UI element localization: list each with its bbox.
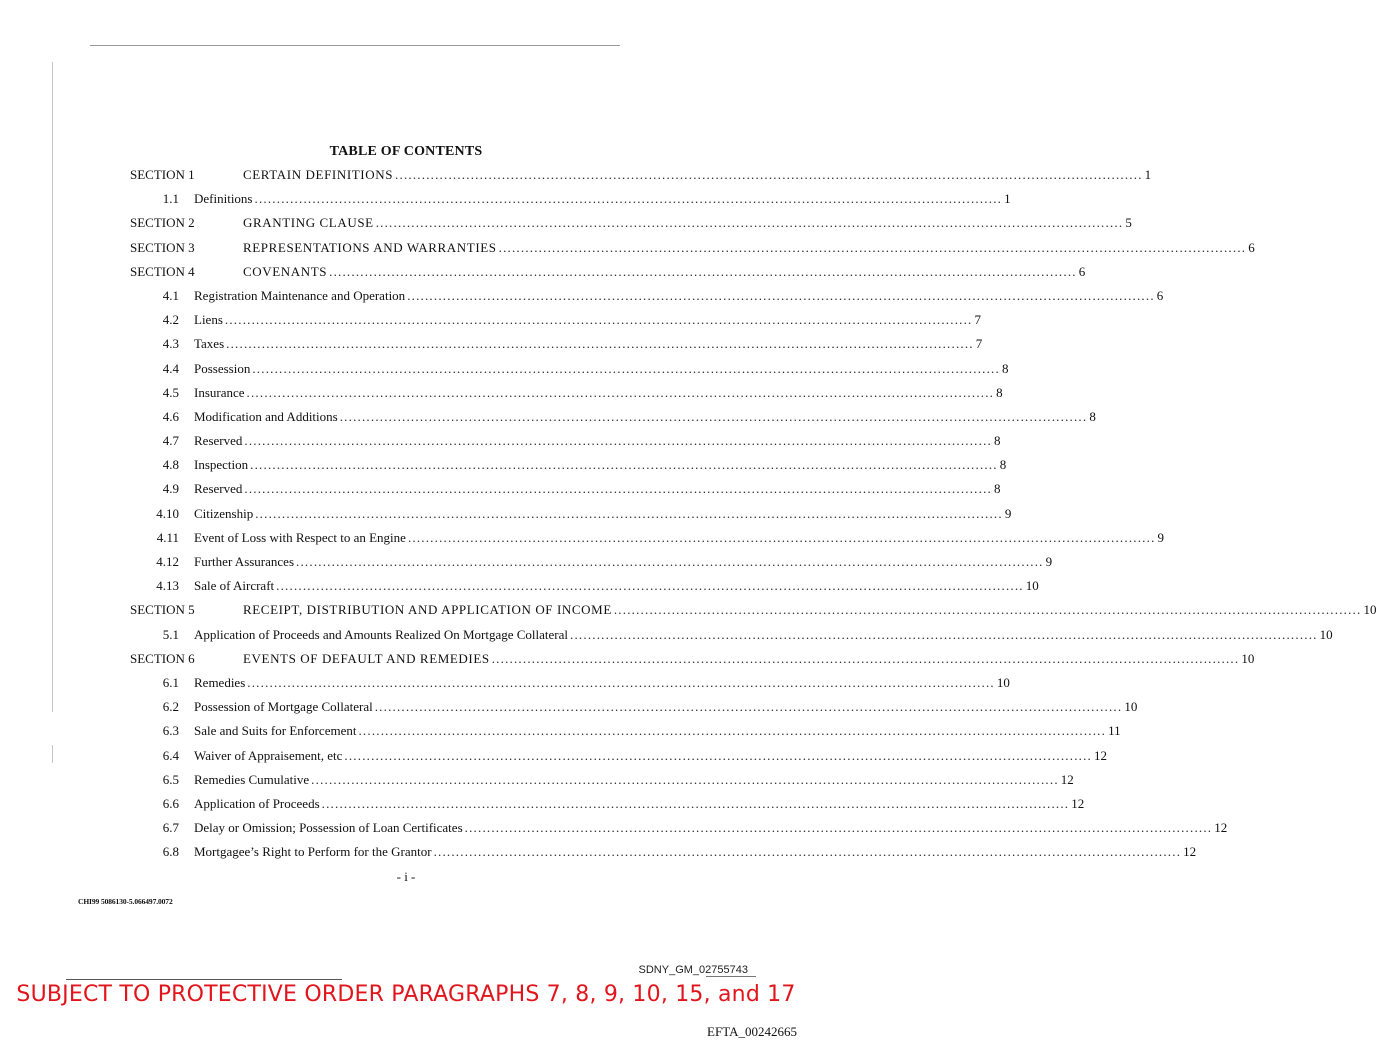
toc-row[interactable] bbox=[0, 357, 1009, 381]
toc-number: SECTION 6 bbox=[130, 650, 195, 666]
toc-number: 4.8 bbox=[162, 457, 179, 473]
toc-page: 8 bbox=[993, 481, 1001, 497]
toc-title: CERTAIN DEFINITIONS bbox=[243, 167, 394, 182]
toc-row[interactable] bbox=[0, 816, 1228, 840]
toc-page: 12 bbox=[1060, 771, 1074, 787]
toc-leader: ........................................................................................................................................................................ bbox=[246, 384, 995, 400]
toc-page: 10 bbox=[1025, 578, 1039, 594]
toc-leader: ........................................................................................................................................................................ bbox=[344, 747, 1093, 763]
top-scan-rule bbox=[90, 45, 620, 46]
toc-row[interactable] bbox=[0, 308, 981, 332]
toc-leader: ........................................................................................................................................................................ bbox=[491, 650, 1240, 666]
toc-list bbox=[0, 163, 1376, 864]
toc-title: COVENANTS bbox=[243, 263, 328, 279]
toc-row[interactable] bbox=[0, 792, 1085, 816]
toc-row[interactable] bbox=[0, 719, 1121, 743]
toc-title: Mortgagee’s Right to Perform for the Grantor bbox=[194, 844, 432, 860]
toc-number: 6.4 bbox=[162, 747, 179, 763]
toc-page: 1 bbox=[1144, 167, 1152, 182]
toc-leader: ........................................................................................................................................................................ bbox=[276, 578, 1024, 594]
toc-page: 10 bbox=[1319, 626, 1333, 642]
toc-number: SECTION 2 bbox=[130, 215, 195, 231]
toc-leader: ........................................................................................................................................................................ bbox=[296, 554, 1044, 569]
toc-leader: ........................................................................................................................................................................ bbox=[375, 215, 1124, 231]
toc-entry bbox=[194, 695, 1138, 719]
toc-entry bbox=[194, 816, 1228, 840]
toc-title: Delay or Omission; Possession of Loan Certificates bbox=[194, 820, 463, 836]
toc-row[interactable] bbox=[0, 502, 1012, 526]
toc-leader: ........................................................................................................................................................................ bbox=[329, 263, 1077, 279]
toc-page: 7 bbox=[975, 336, 983, 352]
toc-entry bbox=[243, 598, 1376, 622]
toc-entry bbox=[194, 744, 1108, 768]
toc-entry bbox=[194, 792, 1085, 816]
toc-title: Registration Maintenance and Operation bbox=[194, 287, 406, 303]
toc-row[interactable] bbox=[0, 477, 1001, 501]
toc-page: 5 bbox=[1125, 215, 1132, 231]
toc-leader: ........................................................................................................................................................................ bbox=[252, 360, 1000, 376]
toc-row[interactable] bbox=[0, 768, 1074, 792]
toc-number: 6.8 bbox=[162, 844, 179, 860]
toc-row[interactable] bbox=[0, 429, 1001, 453]
toc-leader: ........................................................................................................................................................................ bbox=[244, 481, 992, 497]
toc-page: 11 bbox=[1108, 723, 1121, 739]
toc-entry bbox=[194, 574, 1039, 598]
toc-leader: ........................................................................................................................................................................ bbox=[254, 191, 1003, 207]
toc-title: Possession bbox=[194, 360, 251, 376]
toc-page: 12 bbox=[1071, 795, 1085, 811]
toc-leader: ........................................................................................................................................................................ bbox=[407, 529, 1156, 545]
toc-number: 6.6 bbox=[162, 795, 179, 811]
toc-entry bbox=[194, 332, 983, 356]
toc-leader: ........................................................................................................................................................................ bbox=[374, 699, 1123, 715]
toc-row[interactable] bbox=[0, 695, 1138, 719]
toc-number: 4.6 bbox=[162, 408, 179, 424]
toc-title: Remedies bbox=[194, 674, 246, 690]
toc-row[interactable] bbox=[0, 284, 1164, 308]
toc-number: 6.2 bbox=[162, 699, 179, 715]
toc-page: 9 bbox=[1004, 505, 1012, 521]
toc-number: 6.5 bbox=[162, 771, 179, 787]
toc-title: Liens bbox=[194, 312, 223, 328]
toc-title: Event of Loss with Respect to an Engine bbox=[194, 529, 406, 545]
toc-page: 12 bbox=[1183, 844, 1197, 860]
toc-number: SECTION 3 bbox=[130, 239, 195, 255]
toc-row[interactable] bbox=[0, 647, 1255, 671]
toc-page: 8 bbox=[999, 457, 1007, 473]
toc-entry bbox=[194, 526, 1165, 550]
toc-title: EVENTS OF DEFAULT AND REMEDIES bbox=[243, 650, 490, 666]
toc-number: 1.1 bbox=[162, 191, 179, 207]
toc-number: 4.11 bbox=[156, 529, 179, 545]
toc-page: 10 bbox=[1363, 602, 1376, 618]
toc-entry bbox=[194, 768, 1074, 792]
toc-title: REPRESENTATIONS AND WARRANTIES bbox=[243, 239, 497, 255]
toc-row[interactable] bbox=[0, 598, 1376, 622]
page-title: TABLE OF CONTENTS bbox=[329, 144, 483, 159]
toc-row[interactable] bbox=[0, 187, 1011, 211]
toc-leader: ........................................................................................................................................................................ bbox=[247, 674, 995, 690]
toc-row[interactable] bbox=[0, 405, 1096, 429]
toc-page: 8 bbox=[1089, 408, 1096, 424]
toc-page: 8 bbox=[996, 384, 1003, 400]
toc-title: Application of Proceeds bbox=[194, 795, 320, 811]
toc-number: 6.3 bbox=[162, 723, 179, 739]
page-number: - i - bbox=[396, 869, 416, 884]
toc-number: 4.9 bbox=[162, 481, 179, 497]
toc-row[interactable] bbox=[0, 163, 1152, 187]
toc-title: RECEIPT, DISTRIBUTION AND APPLICATION OF INCOME bbox=[243, 602, 612, 618]
toc-leader: ........................................................................................................................................................................ bbox=[570, 626, 1318, 642]
toc-row[interactable] bbox=[0, 211, 1132, 235]
toc-page: 8 bbox=[993, 433, 1001, 449]
toc-page: 10 bbox=[1124, 699, 1138, 715]
toc-row[interactable] bbox=[0, 526, 1165, 550]
toc-entry bbox=[243, 647, 1255, 671]
toc-page: 6 bbox=[1156, 287, 1164, 303]
toc-leader: ........................................................................................................................................................................ bbox=[339, 408, 1088, 424]
toc-title: Waiver of Appraisement, etc bbox=[194, 747, 343, 763]
toc-entry bbox=[194, 477, 1001, 501]
toc-row[interactable] bbox=[0, 381, 1003, 405]
toc-entry bbox=[194, 284, 1164, 308]
toc-leader: ........................................................................................................................................................................ bbox=[395, 167, 1143, 182]
footer-rule-left bbox=[66, 979, 342, 980]
toc-number: 5.1 bbox=[162, 626, 179, 642]
toc-title: Application of Proceeds and Amounts Realized On Mortgage Collateral bbox=[194, 626, 569, 642]
toc-entry bbox=[194, 840, 1197, 864]
toc-number: SECTION 1 bbox=[130, 167, 195, 182]
toc-entry bbox=[243, 163, 1152, 187]
toc-number: 6.7 bbox=[162, 820, 179, 836]
footer-rule-right bbox=[706, 976, 756, 977]
toc-row[interactable] bbox=[0, 236, 1255, 260]
toc-page: 8 bbox=[1001, 360, 1009, 376]
toc-number: 4.1 bbox=[162, 287, 179, 303]
toc-leader: ........................................................................................................................................................................ bbox=[321, 795, 1070, 811]
toc-number: 4.12 bbox=[156, 554, 179, 569]
toc-page: 10 bbox=[996, 674, 1010, 690]
toc-title: Modification and Additions bbox=[194, 408, 338, 424]
toc-row[interactable] bbox=[0, 550, 1053, 574]
toc-leader: ........................................................................................................................................................................ bbox=[250, 457, 998, 473]
toc-row[interactable] bbox=[0, 260, 1086, 284]
toc-entry bbox=[194, 187, 1011, 211]
toc-page: 10 bbox=[1241, 650, 1255, 666]
toc-number: 4.5 bbox=[162, 384, 179, 400]
toc-entry bbox=[194, 308, 981, 332]
toc-leader: ........................................................................................................................................................................ bbox=[464, 820, 1213, 836]
toc-title: Sale and Suits for Enforcement bbox=[194, 723, 357, 739]
toc-leader: ........................................................................................................................................................................ bbox=[613, 602, 1362, 618]
toc-entry bbox=[194, 381, 1003, 405]
toc-leader: ........................................................................................................................................................................ bbox=[224, 312, 973, 328]
toc-leader: ........................................................................................................................................................................ bbox=[498, 239, 1247, 255]
toc-entry bbox=[243, 260, 1086, 284]
toc-number: 4.2 bbox=[162, 312, 179, 328]
bates-number: SDNY_GM_02755743 bbox=[638, 964, 748, 976]
toc-page: 6 bbox=[1248, 239, 1255, 255]
toc-title: Reserved bbox=[194, 481, 243, 497]
toc-title: Remedies Cumulative bbox=[194, 771, 310, 787]
toc-number: 4.7 bbox=[162, 433, 179, 449]
toc-entry bbox=[194, 719, 1121, 743]
toc-row[interactable] bbox=[0, 671, 1010, 695]
toc-page: 12 bbox=[1094, 747, 1108, 763]
toc-number: SECTION 5 bbox=[130, 602, 195, 618]
document-id: CHI99 5086130-5.066497.0072 bbox=[78, 897, 173, 906]
toc-title: Sale of Aircraft bbox=[194, 578, 275, 594]
toc-title: Reserved bbox=[194, 433, 243, 449]
toc-row[interactable] bbox=[0, 623, 1333, 647]
toc-leader: ........................................................................................................................................................................ bbox=[407, 287, 1155, 303]
toc-page: 6 bbox=[1078, 263, 1086, 279]
efta-id: EFTA_00242665 bbox=[707, 1024, 797, 1039]
toc-entry bbox=[194, 453, 1007, 477]
toc-row[interactable] bbox=[0, 744, 1108, 768]
toc-entry bbox=[194, 550, 1053, 574]
toc-number: 4.13 bbox=[156, 578, 179, 594]
toc-leader: ........................................................................................................................................................................ bbox=[433, 844, 1182, 860]
toc-entry bbox=[194, 502, 1012, 526]
toc-entry bbox=[194, 357, 1009, 381]
protective-order-notice: SUBJECT TO PROTECTIVE ORDER PARAGRAPHS 7, 8, 9, 10, 15, and 17 bbox=[16, 982, 796, 1007]
toc-number: 4.3 bbox=[162, 336, 179, 352]
toc-entry bbox=[194, 405, 1096, 429]
toc-page: 9 bbox=[1045, 554, 1053, 569]
toc-leader: ........................................................................................................................................................................ bbox=[226, 336, 974, 352]
toc-title: GRANTING CLAUSE bbox=[243, 215, 374, 231]
toc-number: 4.10 bbox=[156, 505, 179, 521]
toc-page: 1 bbox=[1004, 191, 1011, 207]
toc-number: 6.1 bbox=[162, 674, 179, 690]
toc-row[interactable] bbox=[0, 453, 1007, 477]
toc-title: Taxes bbox=[194, 336, 225, 352]
toc-title: Further Assurances bbox=[194, 554, 295, 569]
toc-row[interactable] bbox=[0, 332, 983, 356]
toc-title: Possession of Mortgage Collateral bbox=[194, 699, 373, 715]
toc-title: Inspection bbox=[194, 457, 249, 473]
toc-title: Definitions bbox=[194, 191, 253, 207]
toc-entry bbox=[194, 671, 1010, 695]
toc-row[interactable] bbox=[0, 840, 1197, 864]
toc-leader: ........................................................................................................................................................................ bbox=[311, 771, 1059, 787]
toc-leader: ........................................................................................................................................................................ bbox=[244, 433, 992, 449]
toc-row[interactable] bbox=[0, 574, 1039, 598]
toc-number: SECTION 4 bbox=[130, 263, 195, 279]
toc-title: Citizenship bbox=[194, 505, 254, 521]
toc-number: 4.4 bbox=[162, 360, 179, 376]
toc-leader: ........................................................................................................................................................................ bbox=[358, 723, 1107, 739]
toc-entry bbox=[243, 236, 1255, 260]
toc-entry bbox=[194, 623, 1333, 647]
toc-title: Insurance bbox=[194, 384, 245, 400]
toc-page: 7 bbox=[974, 312, 981, 328]
toc-page: 12 bbox=[1214, 820, 1228, 836]
toc-entry bbox=[243, 211, 1132, 235]
toc-leader: ........................................................................................................................................................................ bbox=[255, 505, 1003, 521]
toc-entry bbox=[194, 429, 1001, 453]
toc-page: 9 bbox=[1157, 529, 1165, 545]
